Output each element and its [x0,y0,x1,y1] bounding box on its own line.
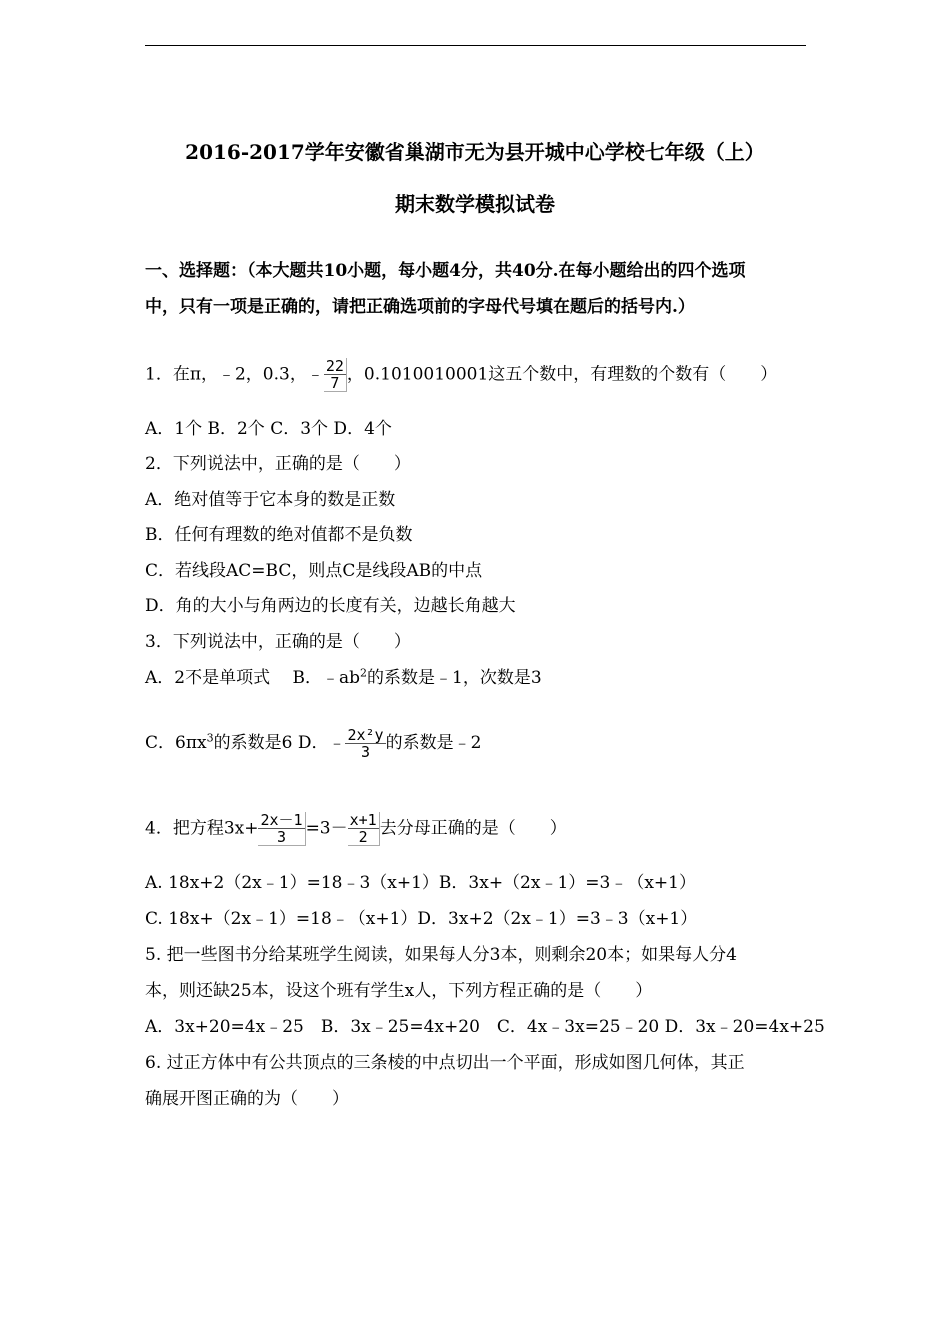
question-5-options: A．3x+20=4x﹣25 B．3x﹣25=4x+20 C．4x﹣3x=25﹣20 D．3x﹣20=4x+25 [145,1017,825,1037]
q3-option-d-rest: 的系数是﹣2 [385,733,482,753]
q4-fraction-2 [348,812,380,846]
header-rule [145,45,806,46]
q4-prefix: 4．把方程3x+ [145,818,259,839]
question-4-options-ab: A. 18x+2（2x﹣1）=18﹣3（x+1）B．3x+（2x﹣1）=3﹣（x+1） [145,873,696,893]
section-heading-line-2: 中，只有一项是正确的，请把正确选项前的字母代号填在题后的括号内.） [145,297,695,317]
q4-fraction-1 [258,812,305,846]
question-3-options-ab [145,667,542,689]
question-2-stem: 2．下列说法中，正确的是（ ） [145,454,411,474]
question-3-options-cd [145,727,481,760]
q3-exponent-c: 3 [206,731,214,745]
q3-fraction-numerator: 2x²y [347,726,384,744]
q3-exponent-b: 2 [360,666,368,680]
question-5-stem-line-1: 5. 把一些图书分给某班学生阅读，如果每人分3本，则剩余20本；如果每人分4 [145,945,737,965]
q4-fraction-2-denominator: 2 [358,828,368,846]
section-heading-line-1: 一、选择题：（本大题共10小题，每小题4分，共40分.在每小题给出的四个选项 [145,261,746,281]
question-1-options: A．1个 B．2个 C．3个 D．4个 [145,419,392,439]
title-line-1: 2016-2017学年安徽省巢湖市无为县开城中心学校七年级（上） [185,140,765,164]
q4-fraction-1-denominator: 3 [277,828,287,846]
q4-fraction-1-numerator: 2x－1 [260,811,303,829]
question-4-stem [145,812,567,846]
q1-fraction-numerator: 22 [325,357,344,375]
q4-mid: =3－ [305,818,348,839]
question-2-option-d: D．角的大小与角两边的长度有关，边越长角越大 [145,596,516,616]
question-6-stem-line-1: 6. 过正方体中有公共顶点的三条棱的中点切出一个平面，形成如图几何体，其正 [145,1053,745,1073]
q3-option-a-b: A．2不是单项式 B．﹣ab [145,668,361,688]
q1-fraction [324,358,347,392]
q3-option-d-fraction [345,727,385,760]
title-line-2: 期末数学模拟试卷 [395,192,555,216]
q3-fraction-denominator: 3 [361,743,371,761]
question-6-stem-line-2: 确展开图正确的为（ ） [145,1089,349,1109]
question-2-option-c: C．若线段AC=BC，则点C是线段AB的中点 [145,561,483,581]
q4-suffix: 去分母正确的是（ ） [379,818,567,839]
question-4-options-cd: C. 18x+（2x﹣1）=18﹣（x+1）D．3x+2（2x﹣1）=3﹣3（x+1） [145,909,698,929]
q1-fraction-denominator: 7 [330,374,340,392]
question-1-stem [145,358,777,392]
question-3-stem: 3．下列说法中，正确的是（ ） [145,632,411,652]
q1-prefix: 1．在π，﹣2，0.3，﹣ [145,364,324,385]
q3-option-c-mid: 的系数是6 D．﹣ [213,733,346,753]
question-2-option-a: A．绝对值等于它本身的数是正数 [145,490,396,510]
q4-fraction-2-numerator: x+1 [349,811,377,829]
question-5-stem-line-2: 本，则还缺25本，设这个班有学生x人，下列方程正确的是（ ） [145,981,653,1001]
q3-option-c: C．6πx [145,733,207,753]
q3-option-b-rest: 的系数是﹣1，次数是3 [367,668,542,688]
q1-suffix: ，0.1010010001这五个数中，有理数的个数有（ ） [346,364,778,385]
question-2-option-b: B．任何有理数的绝对值都不是负数 [145,525,413,545]
